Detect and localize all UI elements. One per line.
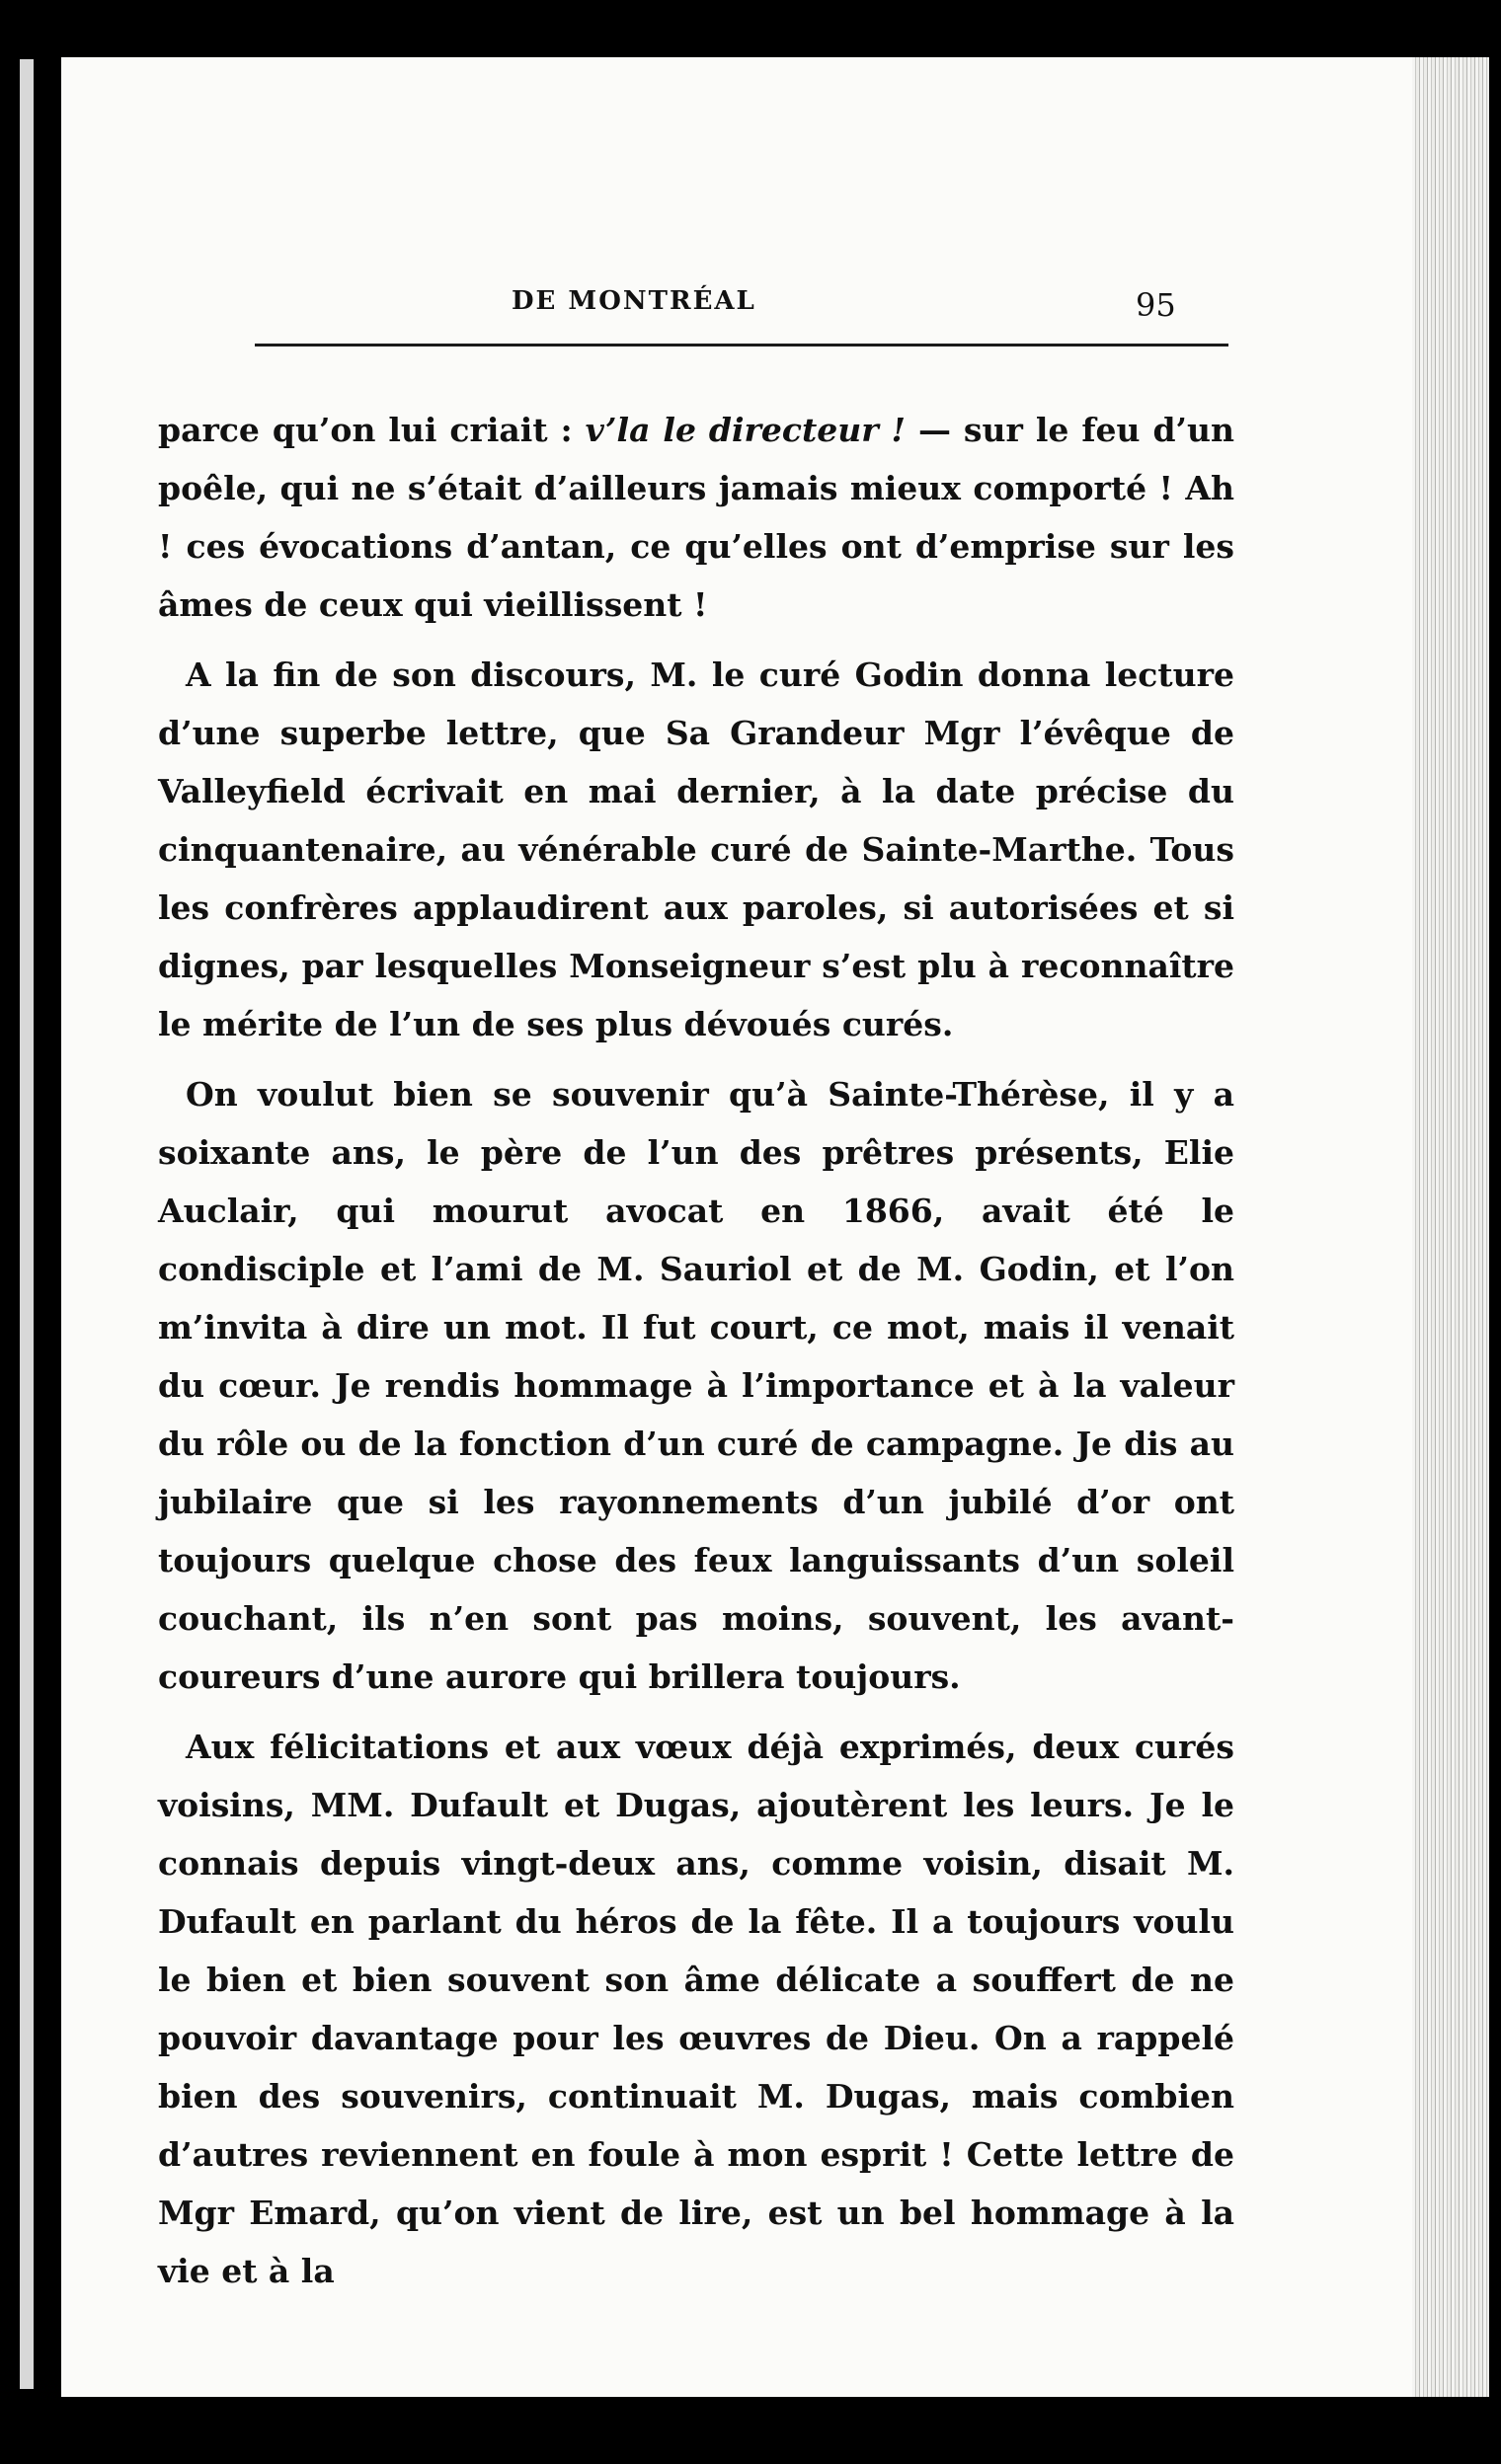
paragraph-1-italic: v’la le directeur ! (585, 411, 907, 449)
binding-strip (20, 59, 34, 2389)
page-number: 95 (1136, 286, 1176, 324)
paragraph-1-start: parce qu’on lui criait : (158, 411, 586, 449)
book-page (61, 57, 1422, 2397)
paragraph-1 (158, 401, 1234, 634)
page-edge (1412, 57, 1489, 2397)
running-title: DE MONTRÉAL (512, 286, 756, 316)
paragraph-2: A la fin de son discours, M. le curé Godin donna lecture d’une superbe lettre, que Sa Grandeur Mgr l’évêque de Valleyfield écrivait en mai dernier, à la date précise du cinquantenaire, au vénérable curé de Sainte-Marthe. Tous les confrères applaudirent aux paroles, si autorisées et si dignes, par lesquelles Monseigneur s’est plu à reconnaître le mérite de l’un de ses plus dévoués curés. (158, 655, 1234, 1043)
paragraph-4: Aux félicitations et aux vœux déjà exprimés, deux curés voisins, MM. Dufault et Dugas, ajoutèrent les leurs. Je le connais depuis vingt-deux ans, comme voisin, disait M. Dufault en parlant du héros de la fête. Il a toujours voulu le bien et bien souvent son âme délicate a souffert de ne pouvoir davantage pour les œuvres de Dieu. On a rappelé bien des souvenirs, continuait M. Dugas, mais combien d’autres reviennent en foule à mon esprit ! Cette lettre de Mgr Emard, qu’on vient de lire, est un bel hommage à la vie et à la (158, 1728, 1234, 2290)
paragraph-3: On voulut bien se souvenir qu’à Sainte-Thérèse, il y a soixante ans, le père de l’un des prêtres présents, Elie Auclair, qui mourut avocat en 1866, avait été le condisciple et l’ami de M. Sauriol et de M. Godin, et l’on m’invita à dire un mot. Il fut court, ce mot, mais il venait du cœur. Je rendis hommage à l’importance et à la valeur du rôle ou de la fonction d’un curé de campagne. Je dis au jubilaire que si les rayonnements d’un jubilé d’or ont toujours quelque chose des feux languissants d’un soleil couchant, ils n’en sont pas moins, souvent, les avant-coureurs d’une aurore qui brillera toujours. (158, 1075, 1234, 1696)
header-rule (255, 344, 1228, 346)
paragraph-1-end: — sur le feu d’un poêle, qui ne s’était d’ailleurs jamais mieux comporté ! Ah ! ces évocations d’antan, ce qu’elles ont d’emprise sur les âmes de ceux qui vieillissent ! (158, 411, 1234, 624)
body-text (158, 401, 1234, 2300)
running-head (61, 286, 1422, 326)
